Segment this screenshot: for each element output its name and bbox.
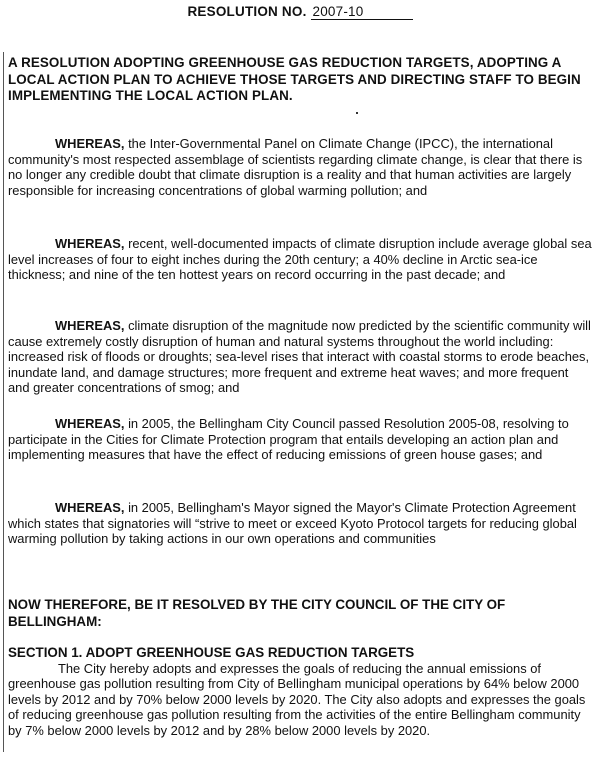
whereas-paragraph-2 <box>8 236 593 283</box>
section-1 <box>8 645 593 739</box>
section-1-body: The City hereby adopts and expresses the goals of reducing the annual emissions of greenhouse gas pollution resulting from City of Bellingham municipal operations by 64% below 2000 levels by 2012 and by 70% below 2000 levels by 2020. The City also adopts and expresses the goals of reducing greenhouse gas pollution resulting from the activities of the entire Bellingham community by 7% below 2000 levels by 2012 and by 28% below 2000 levels by 2020. <box>8 660 586 738</box>
resolution-heading: A RESOLUTION ADOPTING GREENHOUSE GAS REDUCTION TARGETS, ADOPTING A LOCAL ACTION PLAN TO ACHIEVE THOSE TARGETS AND DIRECTING STAFF TO BEGIN IMPLEMENTING THE LOCAL ACTION PLAN. <box>8 55 581 103</box>
whereas-paragraph-1 <box>8 136 593 198</box>
whereas-text: climate disruption of the magnitude now predicted by the scientific community will cause extremely costly disruption of human and natural systems throughout the world including: increased risk of floods or droughts; sea-level rises that interact with coastal storms to erode beaches, inundate land, and damage structures; more frequent and extreme heat waves; and more frequent and greater concentrations of smog; and <box>8 318 591 396</box>
whereas-label: WHEREAS, <box>55 416 125 431</box>
section-1-heading: SECTION 1. ADOPT GREENHOUSE GAS REDUCTION TARGETS <box>8 645 415 660</box>
whereas-text: in 2005, the Bellingham City Council passed Resolution 2005-08, resolving to participate in the Cities for Climate Protection program that entails developing an action plan and implementing measures that have the effect of reducing emissions of green house gases; and <box>8 416 569 463</box>
whereas-label: WHEREAS, <box>55 500 125 515</box>
whereas-text: recent, well-documented impacts of climate disruption include average global sea level increases of four to eight inches during the 20th century; a 40% decline in Arctic sea-ice thickness; and nine of the ten hottest years on record occurring in the past decade; and <box>8 236 592 283</box>
left-margin-line <box>3 52 4 752</box>
resolution-title <box>0 4 600 20</box>
whereas-text: in 2005, Bellingham's Mayor signed the Mayor's Climate Protection Agreement which states that signatories will “strive to meet or exceed Kyoto Protocol targets for reducing global warming pollution by taking actions in our own operations and communities <box>8 500 577 547</box>
whereas-label: WHEREAS, <box>55 236 125 251</box>
whereas-paragraph-5 <box>8 500 593 547</box>
whereas-paragraph-4 <box>8 416 593 463</box>
whereas-text: the Inter-Governmental Panel on Climate Change (IPCC), the international community's most respected assemblage of scientists regarding climate change, is clear that there is no longer any credible doubt that climate disruption is a reality and that human activities are largely responsible for increasing concentrations of global warming pollution; and <box>8 136 583 198</box>
resolution-title-prefix: RESOLUTION NO. <box>187 4 307 19</box>
resolved-clause: NOW THEREFORE, BE IT RESOLVED BY THE CITY COUNCIL OF THE CITY OF BELLINGHAM: <box>8 597 506 629</box>
whereas-paragraph-3 <box>8 318 593 396</box>
whereas-label: WHEREAS, <box>55 318 125 333</box>
resolution-number: 2007-10 <box>311 5 413 20</box>
stray-dot-mark <box>356 112 358 114</box>
whereas-label: WHEREAS, <box>55 136 125 151</box>
section-1-body-wrap <box>8 661 593 739</box>
